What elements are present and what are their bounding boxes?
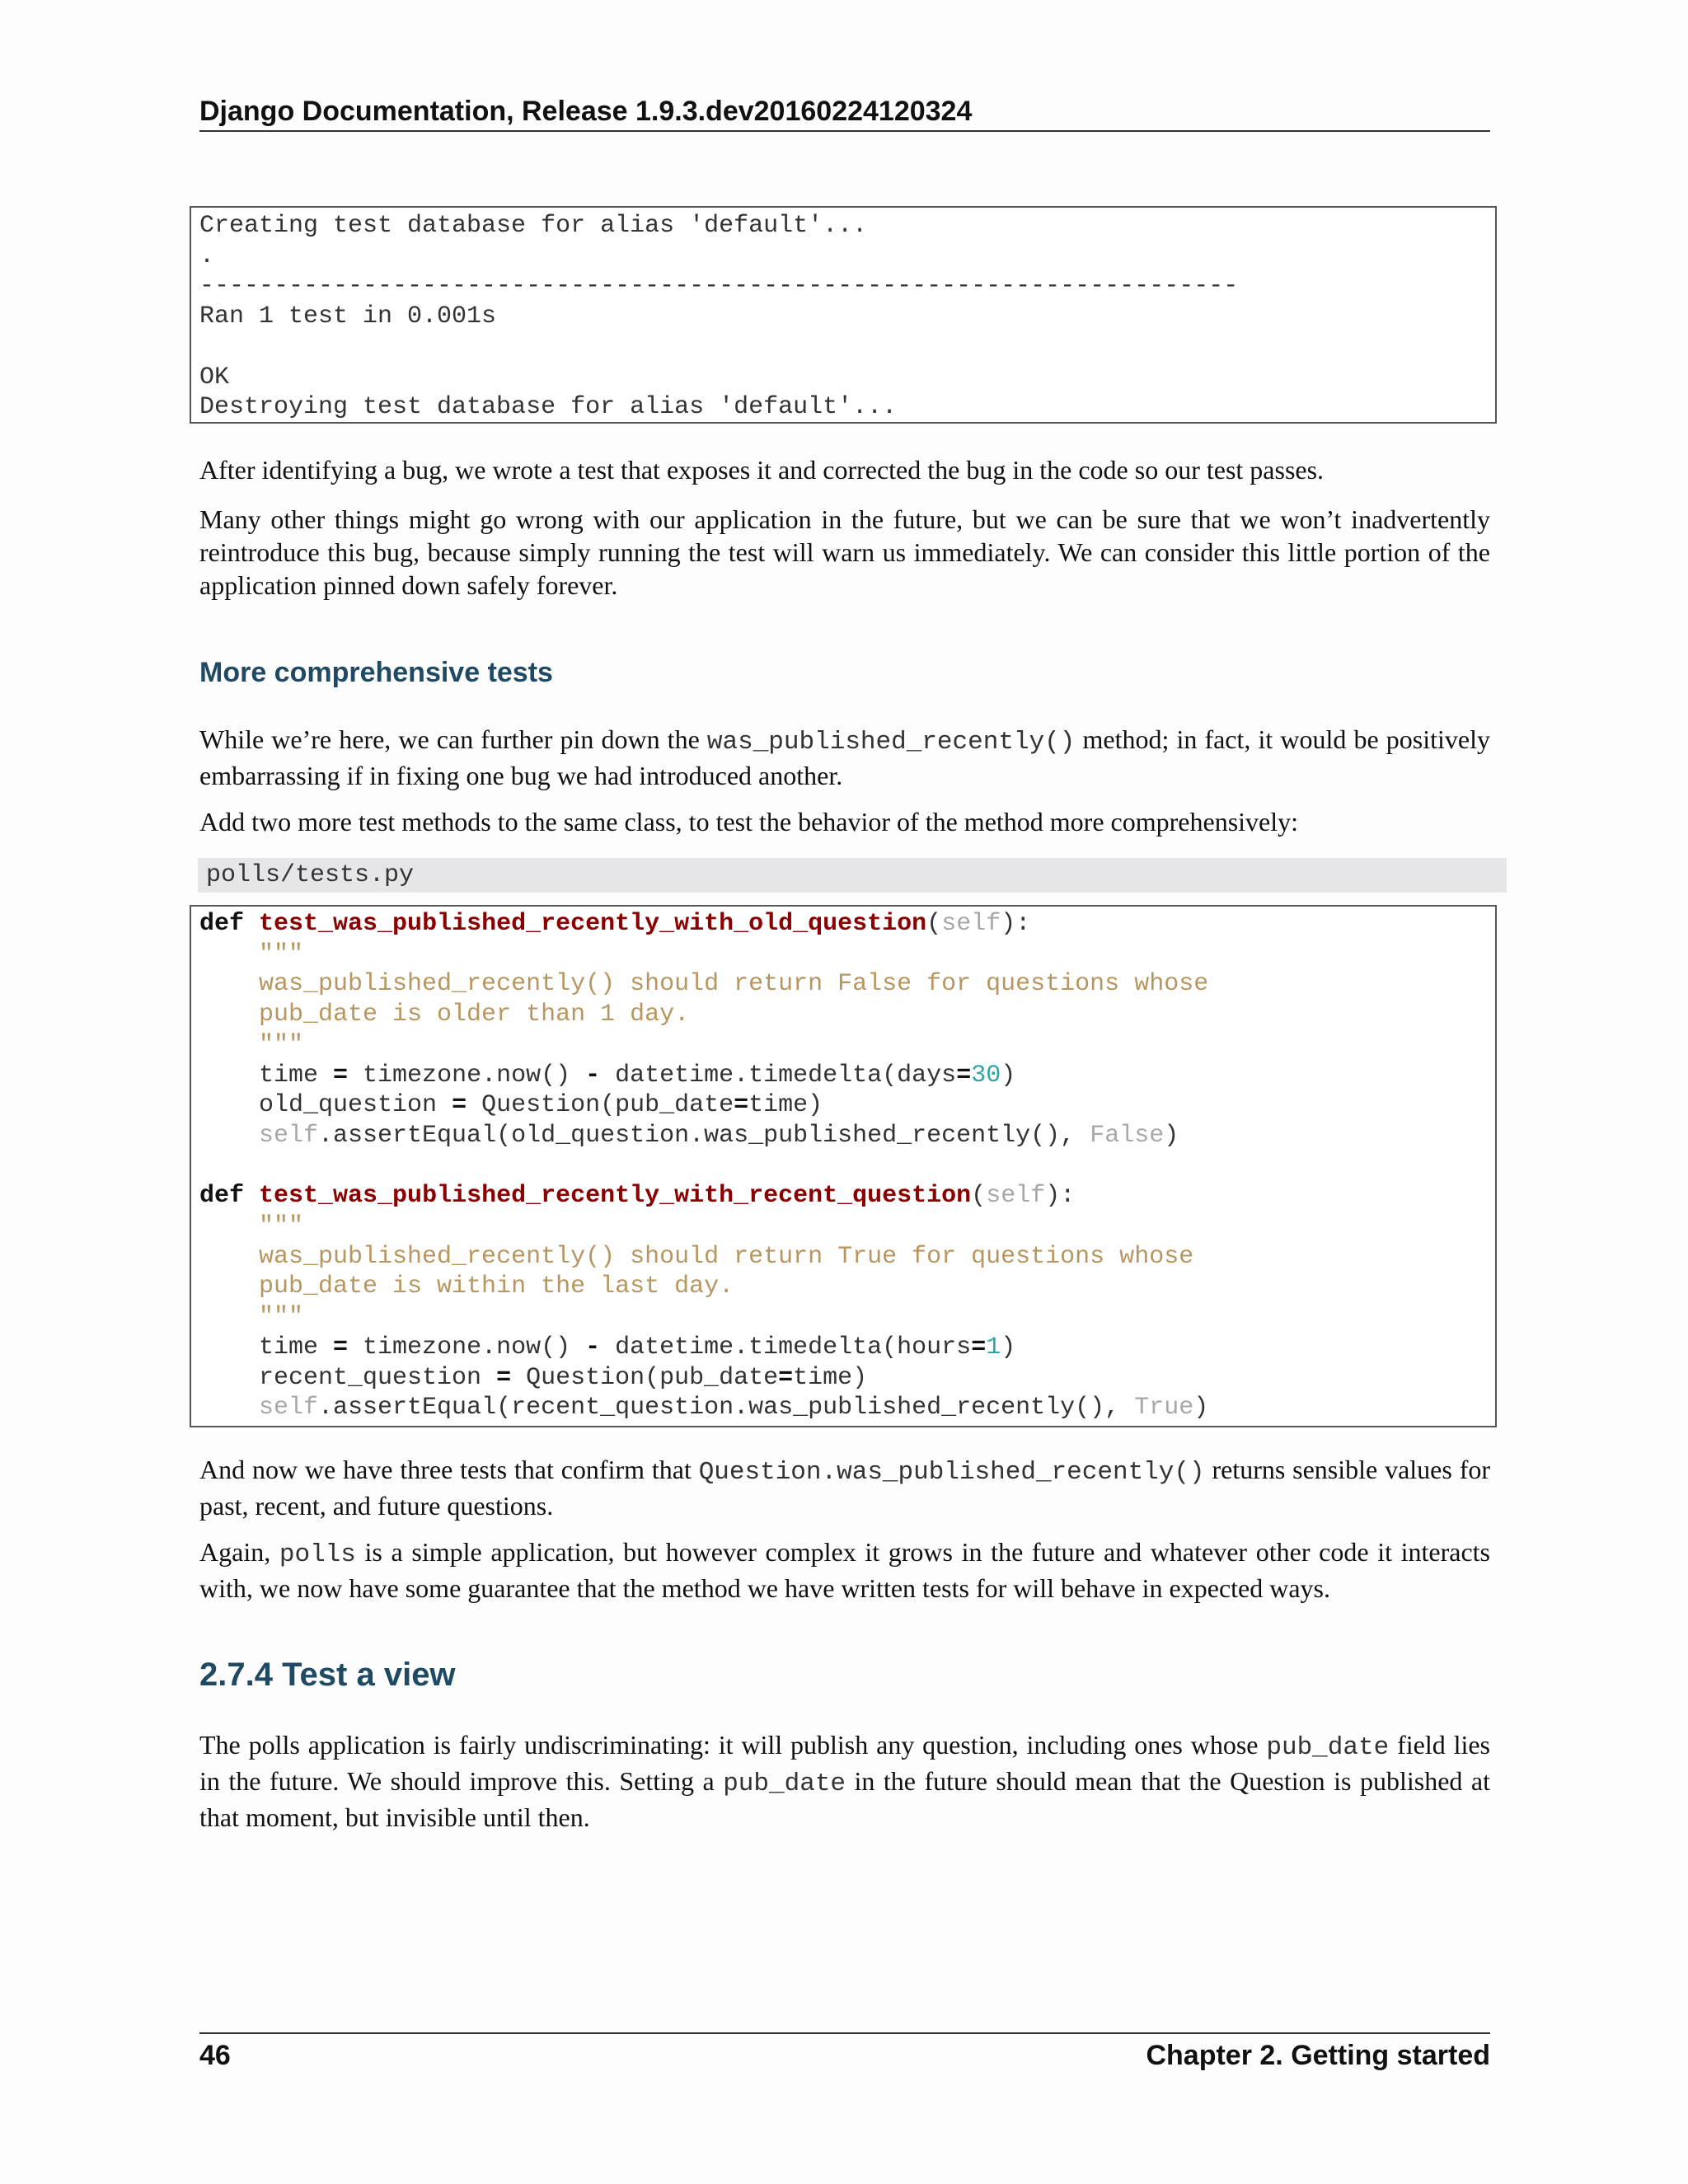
self-token: self	[986, 1182, 1046, 1211]
docstring: """	[259, 1212, 304, 1241]
docstring: pub_date is within the last day.	[259, 1272, 734, 1301]
text-run: The polls application is fairly undiscriminating: it will publish any question, including ones whose	[199, 1730, 1267, 1760]
inline-code: was_published_recently()	[706, 728, 1076, 757]
text-run: returns sensible values for past, recent, and future questions.	[199, 1455, 1491, 1521]
paragraph	[199, 723, 1490, 792]
code-caption-text: polls/tests.py	[206, 861, 415, 889]
boolean-literal: True	[1134, 1394, 1194, 1422]
console-output-text	[191, 208, 1495, 423]
console-line: .	[199, 241, 215, 270]
code-token: time	[259, 1061, 334, 1090]
function-name: test_was_published_recently_with_recent_question	[259, 1182, 972, 1211]
docstring: """	[259, 1303, 304, 1332]
code-token: .assertEqual(old_question.was_published_recently(),	[318, 1121, 1090, 1150]
page-number: 46	[199, 2040, 231, 2071]
docstring: was_published_recently() should return False for questions whose	[259, 970, 1209, 999]
operator: =	[333, 1333, 349, 1361]
inline-code: pub_date	[1266, 1733, 1390, 1762]
docstring: """	[259, 1030, 304, 1059]
console-line: Ran 1 test in 0.001s	[199, 302, 497, 331]
code-text: def test_was_published_recently_with_old_question(self): """ was_published_recently() should return False for questions whose pub_date is older than 1 day. """ time = timezone.now() - datetime.timedelta(days=30) old_question = Question(pub_date=time) self.assertEqual(old_question.was_published_recently(), False) def test_was_published_recently_with_recent_question(self): """ was_published_recently() should return True for questions whose pub_date is within the last day. """ time = timezone.now() - datetime.timedelta(hours=1) recent_question = Question(pub_date=time) self.assertEqual(recent_question.was_published_recently(), True)	[199, 910, 1209, 1422]
code-caption	[198, 858, 1507, 893]
code-token: time)	[748, 1091, 823, 1120]
function-name: test_was_published_recently_with_old_question	[259, 910, 927, 938]
code-token: timezone.now()	[348, 1061, 586, 1090]
code-token: datetime.timedelta(hours	[600, 1333, 972, 1361]
operator: -	[585, 1333, 601, 1361]
operator: =	[333, 1061, 349, 1090]
self-token: self	[259, 1394, 319, 1422]
code-block	[190, 905, 1497, 1427]
docstring: was_published_recently() should return True for questions whose	[259, 1242, 1194, 1271]
console-line: Destroying test database for alias 'default'...	[199, 393, 898, 422]
docstring: """	[259, 940, 304, 968]
console-line: Creating test database for alias 'default'...	[199, 212, 868, 240]
header-title: Django Documentation, Release 1.9.3.dev20160224120324	[199, 96, 973, 127]
code-token: Question(pub_date	[467, 1091, 734, 1120]
number-literal: 30	[971, 1061, 1001, 1090]
console-output-block	[190, 206, 1497, 424]
boolean-literal: False	[1090, 1121, 1165, 1150]
code-token: .assertEqual(recent_question.was_published_recently(),	[318, 1394, 1135, 1422]
paragraph	[199, 1535, 1490, 1605]
inline-code: Question.was_published_recently()	[698, 1458, 1205, 1487]
code-token: Question(pub_date	[511, 1363, 779, 1392]
code-token: recent_question	[259, 1363, 497, 1392]
operator: =	[734, 1091, 749, 1120]
operator: =	[778, 1363, 794, 1392]
text-run: method; in fact, it would be positively embarrassing if in fixing one bug we had introduced another.	[199, 724, 1491, 790]
inline-code: polls	[279, 1540, 356, 1569]
code-token: time	[259, 1333, 334, 1361]
paragraph: Many other things might go wrong with our application in the future, but we can be sure that we won’t inadvertently reintroduce this bug, because simply running the test will warn us immediately. We can consider this little portion of the application pinned down safely forever.	[199, 504, 1490, 600]
self-token: self	[259, 1121, 319, 1150]
keyword: def	[199, 1182, 245, 1211]
paragraph: Add two more test methods to the same class, to test the behavior of the method more comprehensively:	[199, 807, 1299, 837]
console-line: ----------------------------------------------------------------------	[199, 272, 1239, 301]
code-token: old_question	[259, 1091, 452, 1120]
keyword: def	[199, 910, 245, 938]
inline-code: pub_date	[723, 1769, 846, 1798]
operator: -	[585, 1061, 601, 1090]
operator: =	[956, 1061, 972, 1090]
docstring: pub_date is older than 1 day.	[259, 1001, 690, 1029]
paragraph	[199, 1728, 1490, 1834]
subsection-heading: More comprehensive tests	[199, 657, 553, 688]
code-token: timezone.now()	[348, 1333, 586, 1361]
chapter-title: Chapter 2. Getting started	[1146, 2040, 1490, 2071]
page-footer	[199, 2032, 1490, 2077]
running-header	[199, 92, 1490, 132]
text-run: in the future should mean that the Question is published at that moment, but invisible until then.	[199, 1766, 1491, 1832]
section-heading: 2.7.4 Test a view	[199, 1657, 456, 1693]
self-token: self	[941, 910, 1001, 938]
text-run: And now we have three tests that confirm that	[199, 1455, 699, 1484]
operator: =	[452, 1091, 467, 1120]
number-literal: 1	[986, 1333, 1001, 1361]
console-line: OK	[199, 363, 230, 391]
operator: =	[496, 1363, 512, 1392]
text-run: While we’re here, we can further pin down the	[199, 724, 707, 754]
code-token: datetime.timedelta(days	[600, 1061, 957, 1090]
text-run: Again,	[199, 1537, 279, 1567]
text-run: field lies in the future. We should improve this. Setting a	[199, 1730, 1491, 1796]
paragraph: After identifying a bug, we wrote a test that exposes it and corrected the bug in the code so our test passes.	[199, 455, 1325, 485]
text-run: is a simple application, but however complex it grows in the future and whatever other code it interacts with, we now have some guarantee that the method we have written tests for will behave in expected ways.	[199, 1537, 1491, 1603]
code-token: time)	[793, 1363, 868, 1392]
operator: =	[971, 1333, 987, 1361]
paragraph	[199, 1453, 1490, 1522]
